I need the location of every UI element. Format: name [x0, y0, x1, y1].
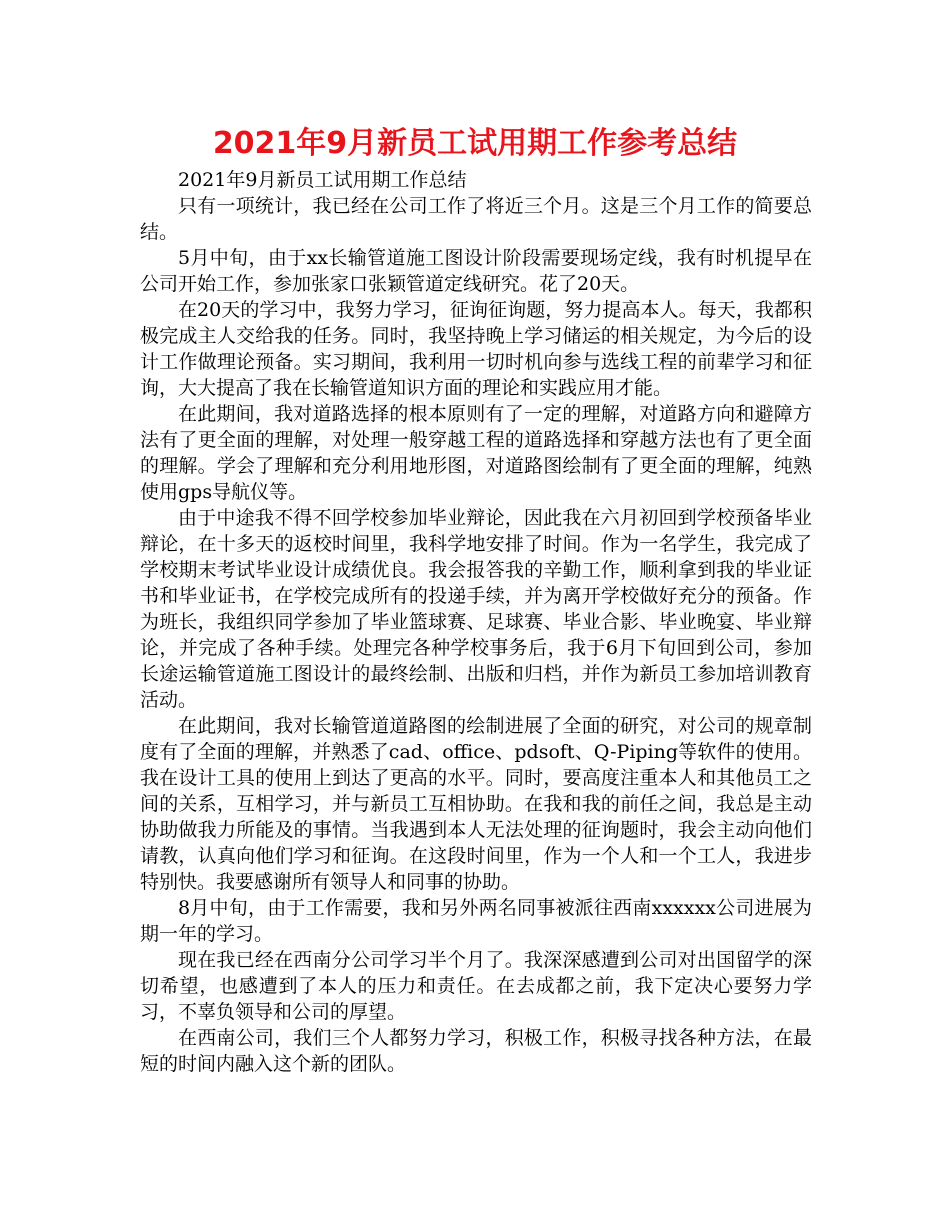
paragraph-southwest-branch: 现在我已经在西南分公司学习半个月了。我深深感遭到公司对出国留学的深切希望，也感遭到了本人的压力和责任。在去成都之前，我下定决心要努力学习，不辜负领导和公司的厚望。 — [140, 949, 812, 1023]
paragraph-subtitle: 2021年9月新员工试用期工作总结 — [178, 169, 467, 191]
document-title: 2021年9月新员工试用期工作参考总结 — [212, 126, 738, 161]
paragraph-graduation: 由于中途我不得不回学校参加毕业辩论，因此我在六月初回到学校预备毕业辩论，在十多天的返校时间里，我科学地安排了时间。作为一名学生，我完成了学校期末考试毕业设计成绩优良。我会报答我的辛勤工作，顺利拿到我的毕业证书和毕业证书，在学校完成所有的投递手续，并为离开学校做好充分的预备。作为班长，我组织同学参加了毕业篮球赛、足球赛、毕业合影、毕业晚宴、毕业辩论，并完成了各种手续。处理完各种学校事务后，我于6月下旬回到公司，参加长途运输管道施工图设计的最终绘制、出版和归档，并作为新员工参加培训教育活动。 — [140, 507, 812, 711]
document-body — [140, 167, 812, 1077]
paragraph-team: 在西南公司，我们三个人都努力学习，积极工作，积极寻找各种方法，在最短的时间内融入这个新的团队。 — [140, 1027, 812, 1075]
paragraph-research: 在此期间，我对长输管道道路图的绘制进展了全面的研究，对公司的规章制度有了全面的理解，并熟悉了cad、office、pdsoft、Q-Piping等软件的使用。我在设计工具的使用上到达了更高的水平。同时，要高度注重本人和其他员工之间的关系，互相学习，并与新员工互相协助。在我和我的前任之间，我总是主动协助做我力所能及的事情。当我遇到本人无法处理的征询题时，我会主动向他们请教，认真向他们学习和征询。在这段时间里，作为一个人和一个工人，我进步特别快。我要感谢所有领导人和同事的协助。 — [140, 715, 812, 893]
paragraph-route-selection: 在此期间，我对道路选择的根本原则有了一定的理解，对道路方向和避障方法有了更全面的理解，对处理一般穿越工程的道路选择和穿越方法也有了更全面的理解。学会了理解和充分利用地形图，对道路图绘制有了更全面的理解，纯熟使用gps导航仪等。 — [140, 403, 812, 503]
paragraph-august: 8月中旬，由于工作需要，我和另外两名同事被派往西南xxxxxx公司进展为期一年的学习。 — [140, 897, 812, 945]
paragraph-may: 5月中旬，由于xx长输管道施工图设计阶段需要现场定线，我有时机提早在公司开始工作，参加张家口张颖管道定线研究。花了20天。 — [140, 247, 812, 295]
paragraph-intro: 只有一项统计，我已经在公司工作了将近三个月。这是三个月工作的简要总结。 — [140, 195, 812, 243]
paragraph-study: 在20天的学习中，我努力学习，征询征询题，努力提高本人。每天，我都积极完成主人交给我的任务。同时，我坚持晚上学习储运的相关规定，为今后的设计工作做理论预备。实习期间，我利用一切时机向参与选线工程的前辈学习和征询，大大提高了我在长输管道知识方面的理论和实践应用才能。 — [140, 299, 812, 399]
